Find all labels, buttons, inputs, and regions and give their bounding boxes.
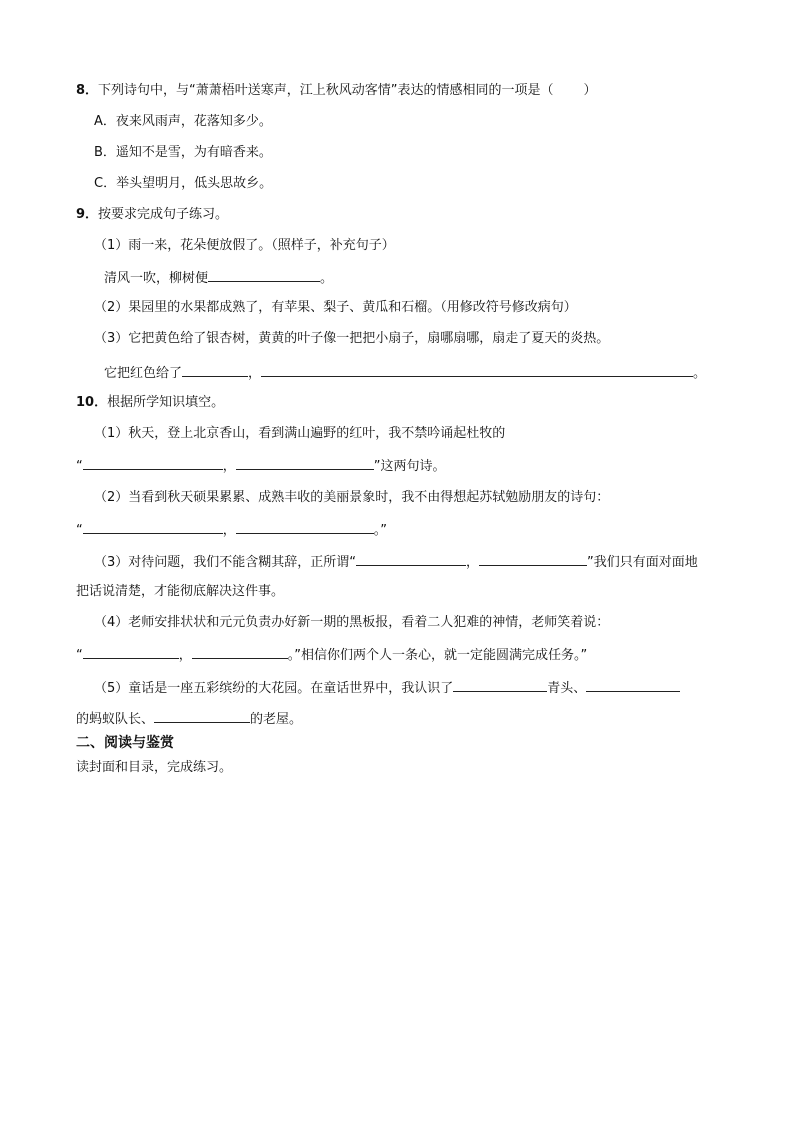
q10-sub5-blank-1[interactable] bbox=[453, 678, 547, 692]
q8-close-paren: ） bbox=[583, 83, 597, 98]
q8-option-b: B．遥知不是雪，为有暗香来。 bbox=[94, 145, 272, 160]
q9-sub1-prompt: 清风一吹，柳树便 bbox=[104, 271, 209, 286]
comma: ， bbox=[222, 523, 236, 538]
q10-sub2-answer-line bbox=[76, 520, 387, 540]
comma: ， bbox=[178, 648, 192, 663]
q10-sub1-tail: ”这两句诗。 bbox=[373, 459, 446, 474]
q8-option-c: C．举头望明月，低头思故乡。 bbox=[94, 176, 273, 191]
q10-sub1-answer-line bbox=[76, 456, 446, 476]
open-quote: “ bbox=[76, 523, 83, 538]
q9-sub1: （1）雨一来，花朵便放假了。（照样子，补充句子） bbox=[94, 238, 395, 253]
q8-stem-text: 下列诗句中，与“萧萧梧叶送寒声，江上秋风动客情”表达的情感相同的一项是（ bbox=[98, 83, 554, 98]
q9-sub1-blank[interactable] bbox=[208, 268, 320, 282]
q9-stem bbox=[76, 206, 228, 224]
q10-sub3-blank-1[interactable] bbox=[356, 552, 466, 566]
q10-sub2-blank-2[interactable] bbox=[236, 520, 374, 534]
q10-sub4-answer-line bbox=[76, 645, 587, 665]
q9-sub3-blank-1[interactable] bbox=[182, 363, 248, 377]
q8-option-a: A．夜来风雨声，花落知多少。 bbox=[94, 114, 272, 129]
q9-sub2: （2）果园里的水果都成熟了，有苹果、梨子、黄瓜和石榴。（用修改符号修改病句） bbox=[94, 300, 577, 315]
q9-sub3-blank-2[interactable] bbox=[261, 363, 693, 377]
q10-sub4-blank-1[interactable] bbox=[83, 645, 179, 659]
section-2-title: 二、阅读与鉴赏 bbox=[76, 735, 174, 751]
q10-sub3-line-1 bbox=[94, 552, 698, 572]
q10-sub3-blank-2[interactable] bbox=[479, 552, 587, 566]
q9-stem-text: 按要求完成句子练习。 bbox=[98, 207, 229, 222]
q10-sub5-pre: 的蚂蚁队长、 bbox=[76, 712, 155, 727]
q10-sub3-line-2: 把话说清楚，才能彻底解决这件事。 bbox=[76, 584, 285, 599]
open-quote: “ bbox=[76, 459, 83, 474]
q9-sub1-answer-line bbox=[104, 268, 333, 288]
comma: ， bbox=[466, 555, 480, 570]
q10-number: 10． bbox=[76, 395, 108, 410]
q10-sub2-blank-1[interactable] bbox=[83, 520, 223, 534]
q10-sub5-text: （5）童话是一座五彩缤纷的大花园。在童话世界中，我认识了 bbox=[94, 681, 454, 696]
q10-sub3-tail: ”我们只有面对面地 bbox=[587, 555, 698, 570]
q10-sub1-text: （1）秋天，登上北京香山，看到满山遍野的红叶，我不禁吟诵起杜牧的 bbox=[94, 426, 506, 441]
q9-sub1-end: 。 bbox=[320, 271, 334, 286]
section-2-intro: 读封面和目录，完成练习。 bbox=[76, 760, 233, 775]
q10-stem-text: 根据所学知识填空。 bbox=[107, 395, 225, 410]
q10-sub4-text: （4）老师安排状状和元元负责办好新一期的黑板报，看着二人犯难的神情，老师笑着说： bbox=[94, 615, 610, 630]
q10-sub1-blank-2[interactable] bbox=[236, 456, 374, 470]
q10-stem bbox=[76, 394, 224, 412]
q10-sub4-tail: 。”相信你们两个人一条心，就一定能圆满完成任务。” bbox=[287, 648, 588, 663]
q9-sub3-comma: ， bbox=[248, 366, 262, 381]
open-quote: “ bbox=[76, 648, 83, 663]
q9-number: 9． bbox=[76, 207, 99, 222]
q10-sub5-blank-3[interactable] bbox=[154, 709, 250, 723]
q8-number: 8． bbox=[76, 83, 99, 98]
q9-sub3-answer-line bbox=[104, 363, 706, 383]
q9-sub3-end: 。 bbox=[693, 366, 707, 381]
q9-sub3: （3）它把黄色给了银杏树，黄黄的叶子像一把把小扇子，扇哪扇哪，扇走了夏天的炎热。 bbox=[94, 331, 610, 346]
q10-sub5-mid: 青头、 bbox=[547, 681, 587, 696]
q10-sub5-line-1 bbox=[94, 678, 680, 698]
comma: ， bbox=[222, 459, 236, 474]
q10-sub5-line-2 bbox=[76, 709, 302, 729]
q9-sub3-prompt: 它把红色给了 bbox=[104, 366, 183, 381]
q10-sub5-tail: 的老屋。 bbox=[250, 712, 303, 727]
q8-stem bbox=[76, 82, 597, 100]
q10-sub5-blank-2[interactable] bbox=[586, 678, 680, 692]
q10-sub3-text: （3）对待问题，我们不能含糊其辞，正所谓“ bbox=[94, 555, 357, 570]
q10-sub2-text: （2）当看到秋天硕果累累、成熟丰收的美丽景象时，我不由得想起苏轼勉励朋友的诗句： bbox=[94, 490, 610, 505]
q10-sub2-tail: 。” bbox=[373, 523, 388, 538]
q10-sub4-blank-2[interactable] bbox=[192, 645, 288, 659]
q10-sub1-blank-1[interactable] bbox=[83, 456, 223, 470]
